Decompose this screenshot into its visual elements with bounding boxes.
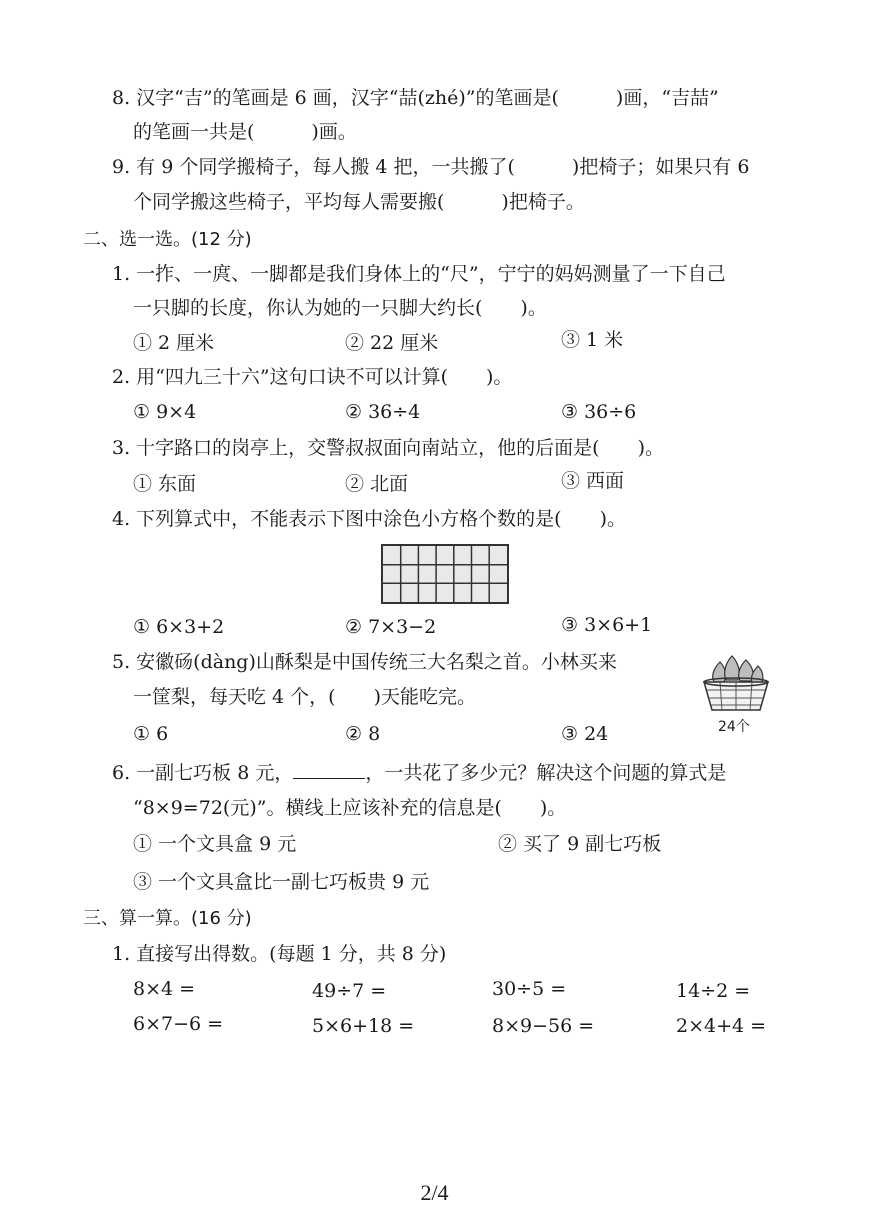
grid-figure — [383, 546, 507, 602]
q9-line1: 9. 有 9 个同学搬椅子，每人搬 4 把，一共搬了( )把椅子；如果只有 6 — [112, 156, 750, 178]
s2q5-option-3: ③ 24 — [561, 723, 609, 745]
s2q6-line2: “8×9=72(元)”。横线上应该补充的信息是( )。 — [133, 797, 567, 819]
s2q3-option-1: ① 东面 — [133, 473, 197, 495]
s2q1-option-2: ② 22 厘米 — [345, 332, 439, 354]
pear-count-label: 24个 — [718, 719, 750, 735]
s2q6-option-1: ① 一个文具盒 9 元 — [133, 833, 297, 855]
section3-title: 三、算一算。(16 分) — [83, 908, 252, 929]
s2q3-line1: 3. 十字路口的岗亭上，交警叔叔面向南站立，他的后面是( )。 — [112, 437, 664, 459]
s2q5-option-1: ① 6 — [133, 723, 169, 745]
section2-title: 二、选一选。(12 分) — [83, 229, 252, 250]
s2q5-option-2: ② 8 — [345, 723, 381, 745]
s2q4-option-2: ② 7×3−2 — [345, 616, 437, 638]
s2q6-line1-start: 6. 一副七巧板 8 元， — [112, 762, 294, 784]
calc-item: 8×4 = — [133, 978, 196, 1000]
q9-line2: 个同学搬这些椅子，平均每人需要搬( )把椅子。 — [133, 191, 585, 213]
s2q3-option-3: ③ 西面 — [561, 470, 625, 492]
s2q5-line2: 一筐梨，每天吃 4 个，( )天能吃完。 — [133, 686, 476, 708]
s2q2-option-2: ② 36÷4 — [345, 401, 421, 423]
s2q1-option-3: ③ 1 米 — [561, 329, 624, 351]
s2q6-line1-end: ，一共花了多少元？解决这个问题的算式是 — [365, 762, 727, 784]
s2q2-option-1: ① 9×4 — [133, 401, 197, 423]
calc-item: 14÷2 = — [676, 980, 751, 1002]
s2q1-line2: 一只脚的长度，你认为她的一只脚大约长( )。 — [133, 297, 547, 319]
s2q2-line1: 2. 用“四九三十六”这句口诀不可以计算( )。 — [112, 366, 513, 388]
pear-basket-icon — [700, 648, 772, 718]
calc-item: 49÷7 = — [312, 980, 387, 1002]
q8-line1: 8. 汉字“吉”的笔画是 6 画，汉字“喆(zhé)”的笔画是( )画，“吉喆” — [112, 87, 719, 109]
calc-item: 5×6+18 = — [312, 1015, 415, 1037]
page-number: 2/4 — [420, 1180, 449, 1205]
s3q1-line1: 1. 直接写出得数。(每题 1 分，共 8 分) — [112, 943, 447, 965]
s2q5-line1: 5. 安徽砀(dàng)山酥梨是中国传统三大名梨之首。小林买来 — [112, 651, 617, 673]
s2q4-line1: 4. 下列算式中，不能表示下图中涂色小方格个数的是( )。 — [112, 508, 626, 530]
s2q1-option-1: ① 2 厘米 — [133, 332, 215, 354]
calc-item: 2×4+4 = — [676, 1015, 767, 1037]
s2q2-option-3: ③ 36÷6 — [561, 401, 637, 423]
s2q1-line1: 1. 一拃、一庹、一脚都是我们身体上的“尺”，宁宁的妈妈测量了一下自己 — [112, 263, 726, 285]
s2q6-line1 — [112, 760, 726, 785]
fill-in-blank-line — [293, 760, 365, 779]
s2q3-option-2: ② 北面 — [345, 473, 409, 495]
q8-line2: 的笔画一共是( )画。 — [133, 121, 357, 143]
s2q6-option-2: ② 买了 9 副七巧板 — [498, 833, 662, 855]
shaded-square-grid — [381, 544, 509, 604]
s2q4-option-3: ③ 3×6+1 — [561, 614, 653, 636]
calc-item: 6×7−6 = — [133, 1013, 224, 1035]
s2q6-option-3: ③ 一个文具盒比一副七巧板贵 9 元 — [133, 871, 430, 893]
calc-item: 30÷5 = — [492, 978, 567, 1000]
s2q4-option-1: ① 6×3+2 — [133, 616, 225, 638]
calc-item: 8×9−56 = — [492, 1015, 595, 1037]
